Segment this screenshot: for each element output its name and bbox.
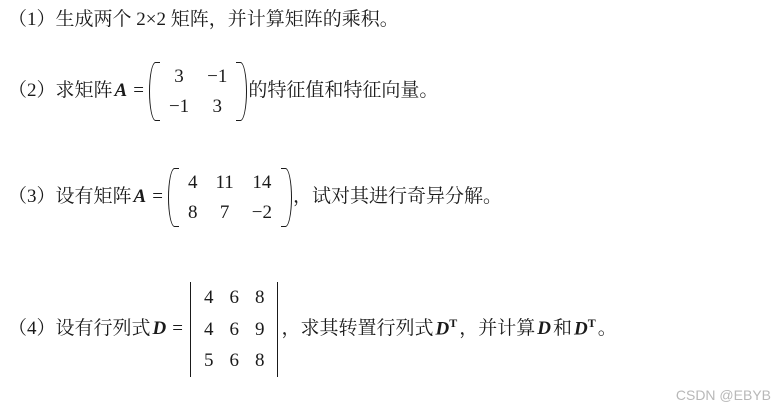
problem-3-equals: = [152, 186, 163, 208]
determinant-cell: 8 [254, 287, 265, 308]
transpose-superscript: T [587, 316, 596, 331]
matrix-cell: 11 [215, 172, 234, 193]
matrix-cell: −2 [251, 201, 272, 223]
problem-4-equals: = [172, 318, 183, 340]
matrix-cell: 4 [187, 172, 198, 193]
problem-4-variable-3: D [537, 318, 551, 340]
problem-item-1 [8, 8, 399, 33]
problem-2-variable: A [114, 80, 128, 102]
matrix-cell: 7 [219, 201, 230, 223]
determinant-cell: 5 [203, 350, 214, 372]
determinant-cell: 9 [254, 318, 265, 340]
problem-item-2 [8, 62, 438, 121]
problem-2-text-before: 求矩阵 [55, 80, 113, 102]
determinant-cell: 6 [229, 350, 239, 372]
problem-4-text-mid-2: ，并计算 [459, 318, 536, 340]
problem-2-matrix [149, 62, 247, 121]
matrix-cell: 14 [252, 172, 272, 193]
problem-4-variable-4 [572, 316, 598, 342]
problem-4-text-before: 设有行列式 [55, 318, 151, 340]
matrix-cell: 3 [212, 95, 223, 117]
determinant-cell: 6 [229, 318, 239, 340]
problem-4-label: （4） [8, 318, 56, 340]
problem-3-text-after: ，试对其进行奇异分解。 [292, 186, 502, 208]
problem-3-label: （3） [8, 186, 56, 208]
problem-1-label: （1） [8, 9, 56, 30]
problem-3-variable: A [133, 186, 147, 208]
determinant-cell: 4 [203, 318, 214, 340]
problem-3-matrix [168, 168, 292, 227]
problem-item-3 [8, 168, 502, 227]
variable-letter: D [574, 318, 588, 340]
problem-2-text-after: 的特征值和特征向量。 [248, 80, 439, 102]
problem-4-text-mid: ，求其转置行列式 [281, 318, 434, 340]
problem-2-equals: = [133, 80, 144, 102]
determinant-cell: 4 [203, 287, 214, 308]
problem-4-determinant [188, 282, 281, 377]
problem-4-variable-2 [434, 316, 460, 342]
variable-letter: D [435, 318, 450, 340]
problem-2-label: （2） [8, 80, 56, 102]
watermark: CSDN @EBYB [675, 387, 771, 403]
problem-4-text-mid-3: 和 [553, 318, 573, 340]
problem-3-text-before: 设有矩阵 [55, 186, 132, 208]
matrix-cell: −1 [168, 95, 190, 117]
problem-4-text-after: 。 [597, 318, 617, 340]
matrix-cell: −1 [207, 66, 228, 87]
determinant-cell: 8 [254, 350, 265, 372]
transpose-superscript: T [449, 316, 458, 331]
matrix-cell: 3 [174, 66, 184, 87]
problem-1-text: 生成两个 2×2 矩阵，并计算矩阵的乘积。 [55, 9, 399, 30]
problem-4-variable: D [152, 318, 167, 340]
problem-item-4 [8, 282, 617, 377]
matrix-cell: 8 [187, 201, 198, 223]
determinant-cell: 6 [229, 287, 239, 308]
